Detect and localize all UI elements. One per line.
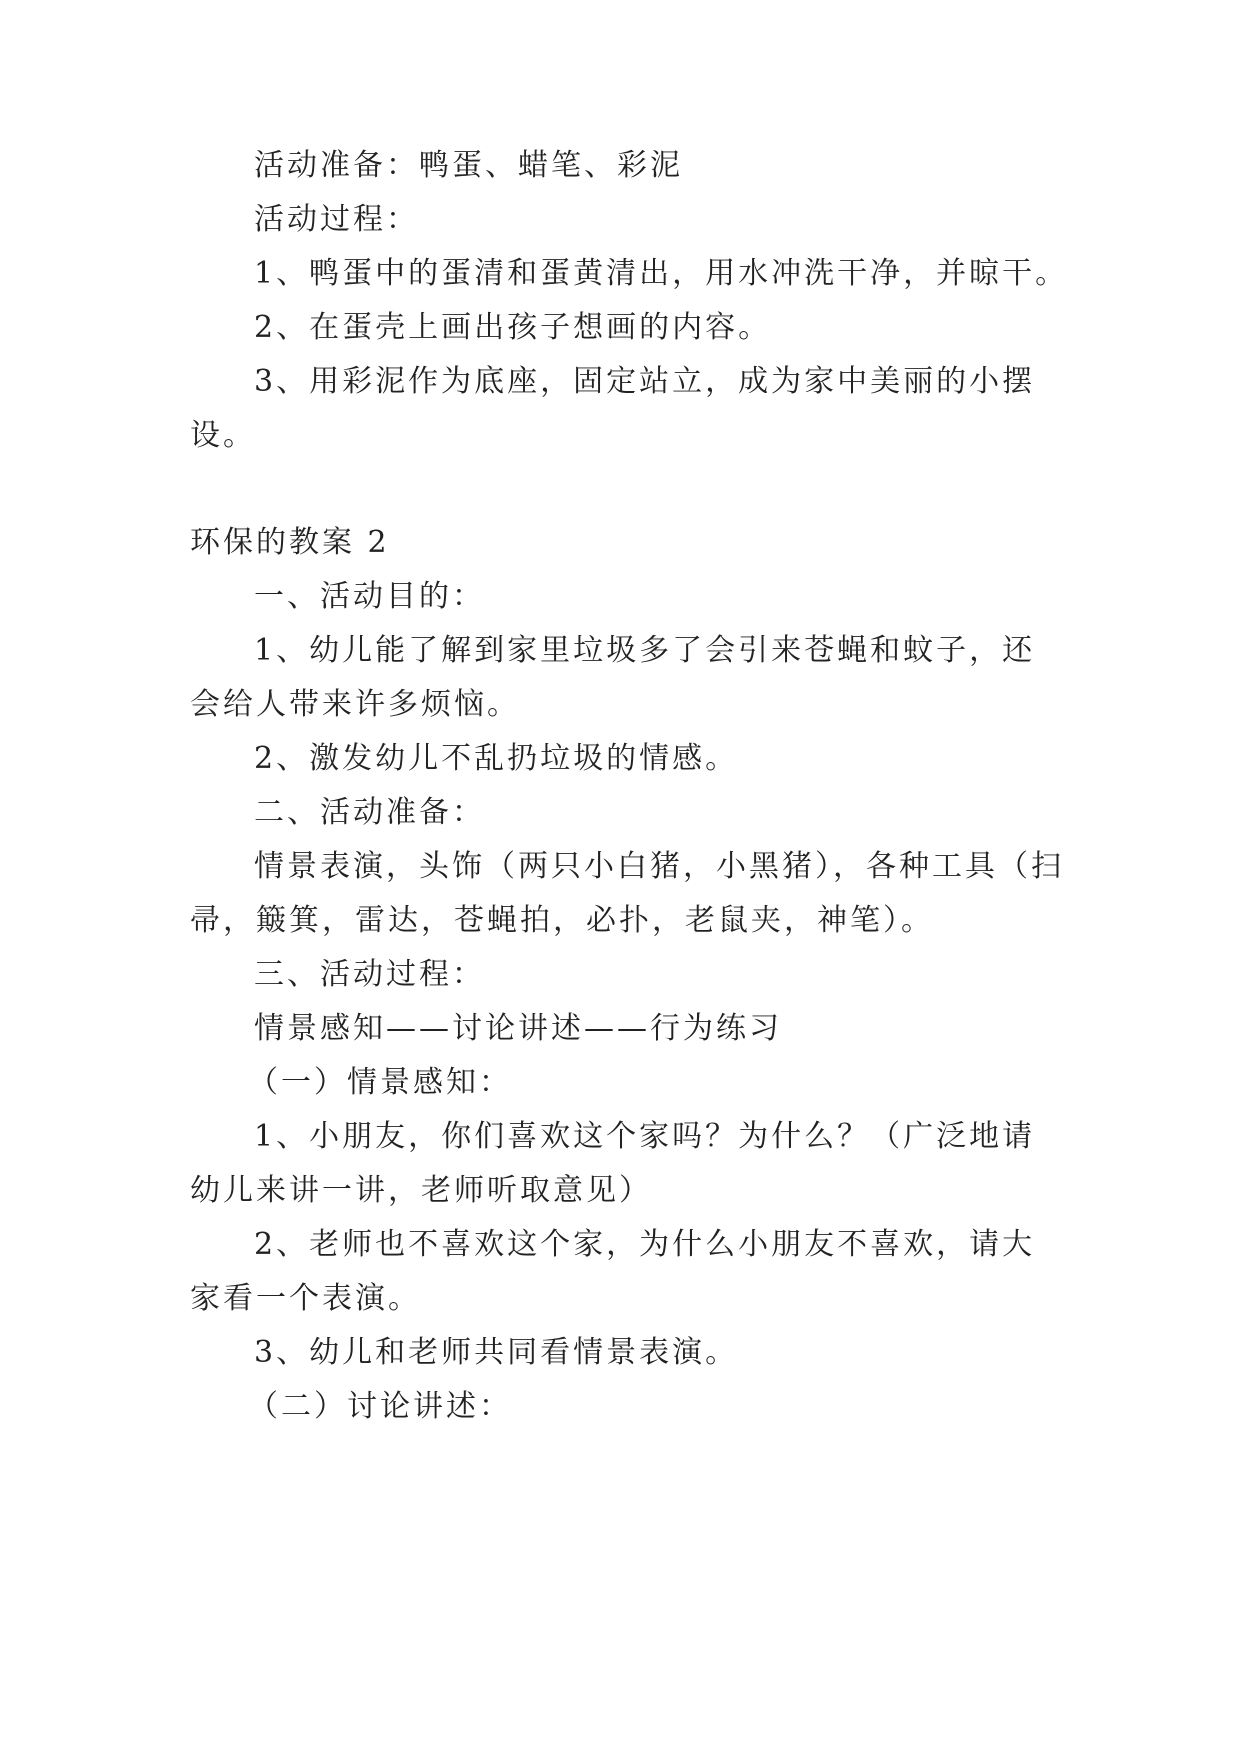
step-3-line-2: 设。 (190, 418, 256, 453)
prep-heading: 二、活动准备： (254, 795, 485, 830)
flow-line: 情景感知——讨论讲述——行为练习 (254, 1011, 782, 1046)
question-2-line-2: 家看一个表演。 (190, 1281, 421, 1316)
prep-line-2: 帚，簸箕，雷达，苍蝇拍，必扑，老鼠夹，神笔）。 (190, 903, 934, 938)
question-1-line-2: 幼儿来讲一讲，老师听取意见） (190, 1173, 652, 1208)
goal-1-line-1: 1、幼儿能了解到家里垃圾多了会引来苍蝇和蚊子，还 (254, 633, 1036, 668)
section-title: 环保的教案 2 (190, 525, 390, 560)
step-3-line-1: 3、用彩泥作为底座，固定站立，成为家中美丽的小摆 (254, 364, 1036, 399)
prep-line-1: 情景表演，头饰（两只小白猪，小黑猪），各种工具（扫 (254, 849, 1064, 884)
goal-heading: 一、活动目的： (254, 579, 485, 614)
part-1-heading: （一）情景感知： (248, 1065, 512, 1100)
part-2-heading: （二）讨论讲述： (248, 1389, 512, 1424)
goal-1-line-2: 会给人带来许多烦恼。 (190, 687, 520, 722)
step-2: 2、在蛋壳上画出孩子想画的内容。 (254, 310, 772, 345)
prep-line: 活动准备：鸭蛋、蜡笔、彩泥 (254, 148, 683, 183)
question-3: 3、幼儿和老师共同看情景表演。 (254, 1335, 739, 1370)
process-heading: 三、活动过程： (254, 957, 485, 992)
question-1-line-1: 1、小朋友，你们喜欢这个家吗？为什么？（广泛地请 (254, 1119, 1036, 1154)
goal-2: 2、激发幼儿不乱扔垃圾的情感。 (254, 741, 739, 776)
process-label: 活动过程： (254, 202, 419, 237)
step-1: 1、鸭蛋中的蛋清和蛋黄清出，用水冲洗干净，并晾干。 (254, 256, 1069, 291)
question-2-line-1: 2、老师也不喜欢这个家，为什么小朋友不喜欢，请大 (254, 1227, 1036, 1262)
